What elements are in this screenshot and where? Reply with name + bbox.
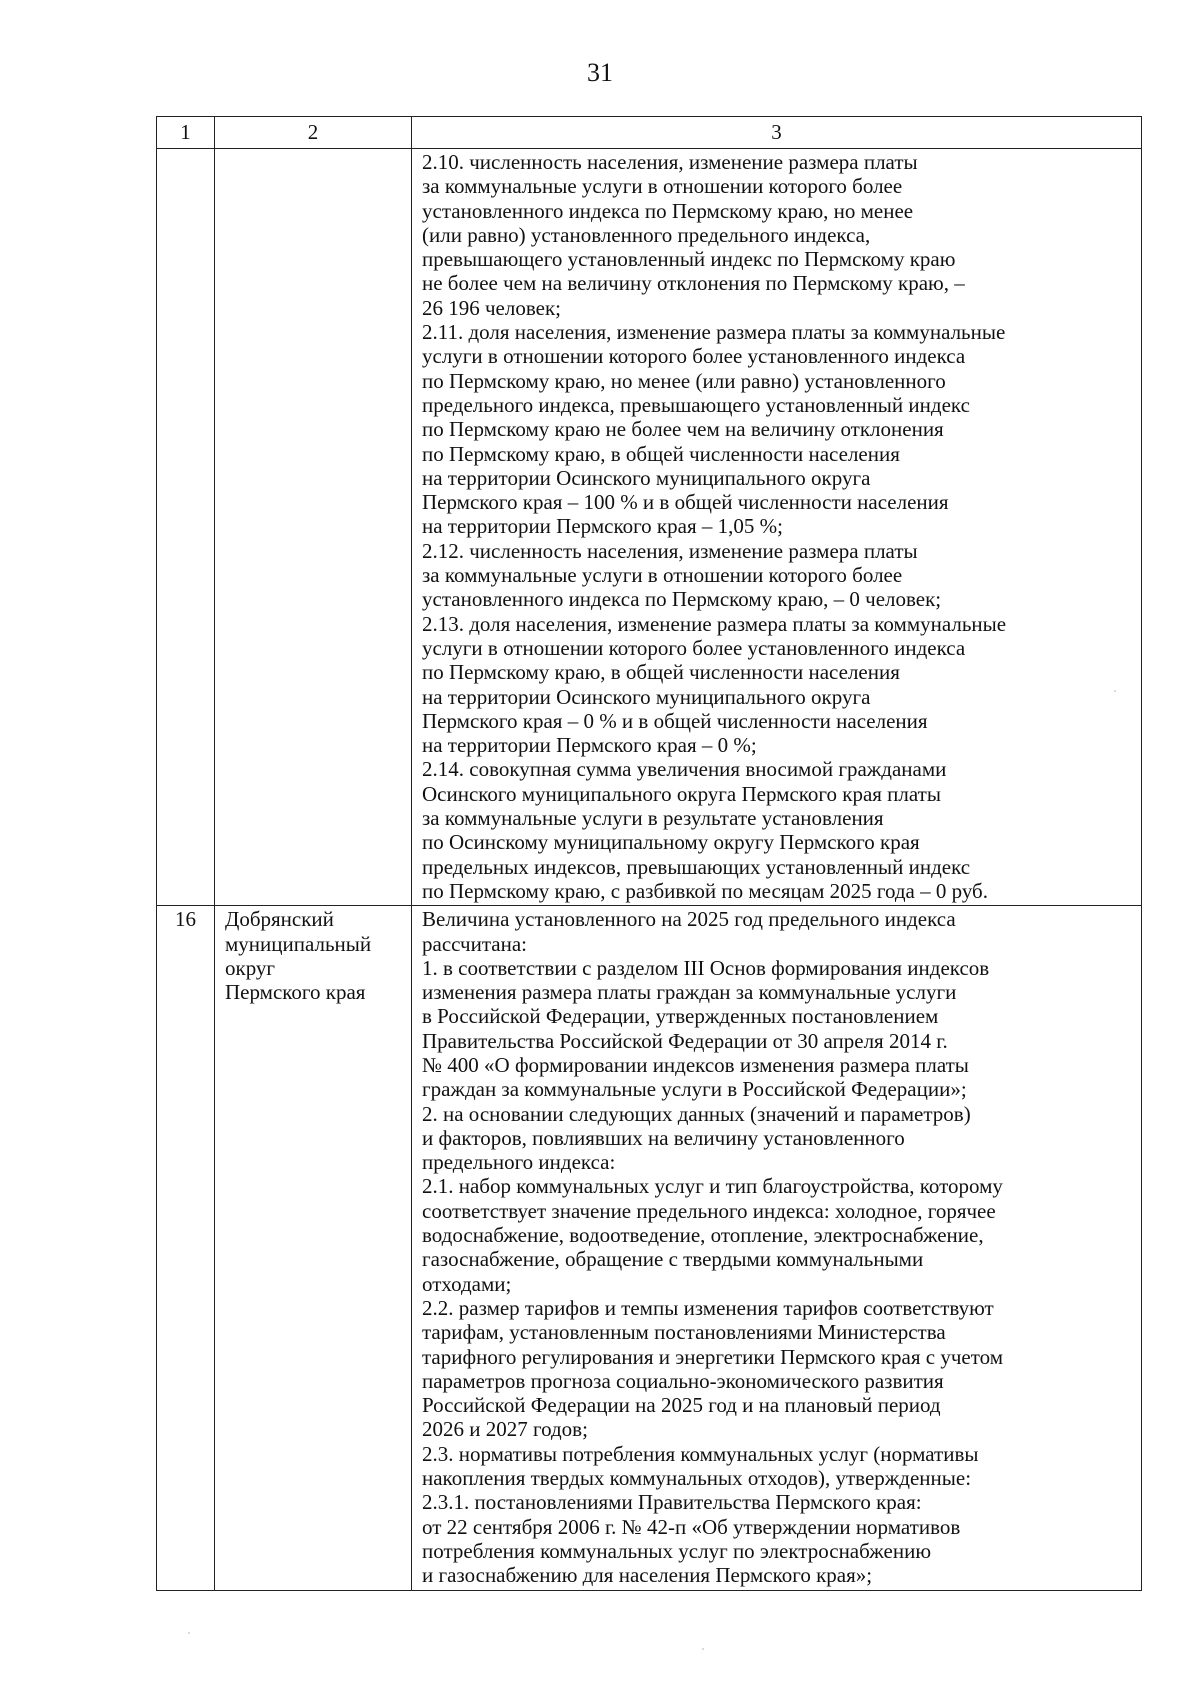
text-line: 2.1. набор коммунальных услуг и тип благоустройства, которому bbox=[422, 1174, 1003, 1199]
text-line: превышающего установленный индекс по Пермскому краю bbox=[422, 247, 956, 272]
text-line: и факторов, повлиявших на величину установленного bbox=[422, 1125, 905, 1150]
text-line: установленного индекса по Пермскому краю, – 0 человек; bbox=[422, 587, 942, 612]
text-line: 1. в соответствии с разделом III Основ формирования индексов bbox=[422, 955, 990, 980]
document-table bbox=[156, 116, 1142, 1591]
text-line: изменения размера платы граждан за коммунальные услуги bbox=[422, 980, 957, 1005]
text-line: потребления коммунальных услуг по электроснабжению bbox=[422, 1538, 932, 1563]
text-line: 2.3. нормативы потребления коммунальных услуг (нормативы bbox=[422, 1441, 979, 1466]
text-line: на территории Пермского края – 1,05 %; bbox=[422, 514, 783, 539]
table-row-continuation bbox=[157, 149, 1142, 906]
text-line: услуги в отношении которого более установленного индекса bbox=[422, 635, 966, 660]
text-line: на территории Осинского муниципального округа bbox=[422, 684, 871, 709]
text-line: тарифам, установленным постановлениями Министерства bbox=[422, 1320, 946, 1345]
municipality-name-line: Пермского края bbox=[225, 980, 366, 1005]
text-line: Российской Федерации на 2025 год и на плановый период bbox=[422, 1393, 941, 1418]
text-line: № 400 «О формировании индексов изменения размера платы bbox=[422, 1052, 969, 1077]
text-line: по Пермскому краю не более чем на величину отклонения bbox=[422, 417, 944, 442]
row-text bbox=[412, 149, 1142, 906]
text-line: на территории Осинского муниципального округа bbox=[422, 465, 871, 490]
text-line: 2.14. совокупная сумма увеличения вносимой гражданами bbox=[422, 757, 947, 782]
text-line: Правительства Российской Федерации от 30 апреля 2014 г. bbox=[422, 1028, 948, 1053]
text-line: 2.13. доля населения, изменение размера платы за коммунальные bbox=[422, 611, 1007, 636]
text-line: Осинского муниципального округа Пермского края платы bbox=[422, 781, 941, 806]
text-line: предельного индекса: bbox=[422, 1150, 616, 1175]
table-row-16 bbox=[157, 906, 1142, 1590]
text-line: предельного индекса, превышающего установленный индекс bbox=[422, 392, 970, 417]
municipality-name-line: Добрянский bbox=[225, 907, 334, 932]
text-line: соответствует значение предельного индекса: холодное, горячее bbox=[422, 1198, 996, 1223]
text-line: отходами; bbox=[422, 1271, 512, 1296]
text-line: 2.11. доля населения, изменение размера платы за коммунальные bbox=[422, 320, 1006, 345]
text-line: 2.3.1. постановлениями Правительства Пермского края: bbox=[422, 1490, 922, 1515]
table-header-row bbox=[157, 117, 1142, 149]
text-line: услуги в отношении которого более установленного индекса bbox=[422, 344, 966, 369]
text-line: 2.10. численность населения, изменение размера платы bbox=[422, 150, 918, 174]
text-line: по Пермскому краю, но менее (или равно) установленного bbox=[422, 368, 946, 393]
column-header-1: 1 bbox=[157, 117, 215, 149]
text-line: Пермского края – 0 % и в общей численности населения bbox=[422, 708, 928, 733]
text-line: 2026 и 2027 годов; bbox=[422, 1417, 588, 1442]
text-line: установленного индекса по Пермскому краю, но менее bbox=[422, 198, 914, 223]
text-line: Пермского края – 100 % и в общей численности населения bbox=[422, 490, 949, 515]
text-line: не более чем на величину отклонения по Пермскому краю, – bbox=[422, 271, 965, 296]
text-line: по Пермскому краю, в общей численности населения bbox=[422, 441, 900, 466]
text-line: на территории Пермского края – 0 %; bbox=[422, 733, 757, 758]
page-number: 31 bbox=[587, 58, 613, 87]
text-line: Величина установленного на 2025 год предельного индекса bbox=[422, 907, 956, 932]
text-line: за коммунальные услуги в результате установления bbox=[422, 806, 884, 831]
row-number: 16 bbox=[157, 906, 215, 1590]
text-line: 26 196 человек; bbox=[422, 295, 562, 320]
text-line: и газоснабжению для населения Пермского края»; bbox=[422, 1563, 873, 1588]
text-line: по Пермскому краю, в общей численности населения bbox=[422, 660, 900, 685]
text-line: параметров прогноза социально-экономического развития bbox=[422, 1368, 944, 1393]
row-text bbox=[412, 906, 1142, 1590]
text-line: накопления твердых коммунальных отходов), утвержденные: bbox=[422, 1466, 972, 1491]
municipality-name bbox=[215, 906, 412, 1590]
scan-speck bbox=[1114, 690, 1116, 692]
scan-speck bbox=[188, 1632, 190, 1634]
text-line: тарифного регулирования и энергетики Пермского края с учетом bbox=[422, 1344, 1004, 1369]
column-header-2: 2 bbox=[215, 117, 412, 149]
text-line: по Пермскому краю, с разбивкой по месяцам 2025 года – 0 руб. bbox=[422, 878, 988, 903]
text-line: от 22 сентября 2006 г. № 42-п «Об утверждении нормативов bbox=[422, 1514, 961, 1539]
text-line: за коммунальные услуги в отношении которого более bbox=[422, 174, 903, 199]
scan-speck bbox=[702, 1648, 704, 1650]
text-line: по Осинскому муниципальному округу Пермского края bbox=[422, 830, 920, 855]
text-line: 2.12. численность населения, изменение размера платы bbox=[422, 538, 918, 563]
municipality-name-line: округ bbox=[225, 955, 276, 980]
text-line: 2.2. размер тарифов и темпы изменения тарифов соответствуют bbox=[422, 1295, 994, 1320]
text-line: (или равно) установленного предельного индекса, bbox=[422, 222, 871, 247]
text-line: водоснабжение, водоотведение, отопление, электроснабжение, bbox=[422, 1223, 984, 1248]
text-line: граждан за коммунальные услуги в Российской Федерации»; bbox=[422, 1077, 967, 1102]
text-line: рассчитана: bbox=[422, 931, 527, 956]
text-line: 2. на основании следующих данных (значений и параметров) bbox=[422, 1101, 971, 1126]
text-line: в Российской Федерации, утвержденных постановлением bbox=[422, 1004, 939, 1029]
municipality-name-line: муниципальный bbox=[225, 931, 372, 956]
column-header-3: 3 bbox=[412, 117, 1142, 149]
text-line: за коммунальные услуги в отношении которого более bbox=[422, 563, 903, 588]
municipality-name bbox=[215, 149, 412, 906]
text-line: предельных индексов, превышающих установленный индекс bbox=[422, 854, 971, 879]
row-number bbox=[157, 149, 215, 906]
text-line: газоснабжение, обращение с твердыми коммунальными bbox=[422, 1247, 924, 1272]
